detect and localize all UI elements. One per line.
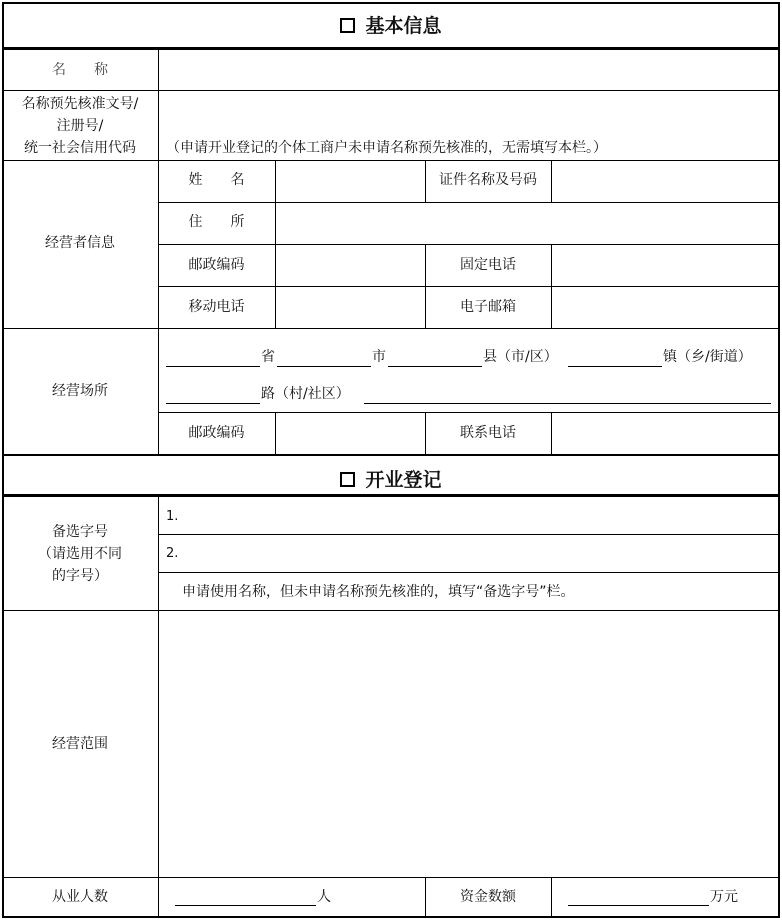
alt-name-1-label: 1.	[166, 509, 179, 524]
operator-postcode-label: 邮政编码	[188, 257, 245, 273]
premises-postcode-label: 邮政编码	[188, 425, 245, 441]
alt-names-note: 申请使用名称，但未申请名称预先核准的，填写“备选字号”栏。	[182, 584, 575, 600]
road-blank[interactable]	[166, 403, 260, 404]
section-checkbox-opening-registration[interactable]	[340, 472, 355, 487]
divider	[158, 572, 780, 573]
employees-blank[interactable]	[175, 905, 316, 906]
section-checkbox-basic-info[interactable]	[340, 18, 355, 33]
contact-phone-field[interactable]	[553, 414, 777, 453]
province-blank[interactable]	[166, 366, 260, 367]
divider	[551, 877, 552, 917]
email-field[interactable]	[553, 288, 777, 327]
section-title-text: 开业登记	[365, 469, 442, 491]
employees-label: 从业人数	[52, 889, 108, 905]
alt-name-2-label: 2.	[166, 546, 179, 561]
divider	[275, 160, 276, 328]
divider	[158, 412, 780, 413]
id-label: 证件名称及号码	[439, 172, 537, 188]
divider	[158, 534, 780, 535]
divider	[2, 877, 780, 878]
divider	[551, 412, 552, 455]
landline-label: 固定电话	[460, 257, 516, 273]
alt-names-label-line-3: 的字号）	[52, 568, 108, 584]
section-title-text: 基本信息	[365, 15, 442, 37]
alt-names-label-line-2: （请选用不同	[38, 546, 122, 562]
email-label: 电子邮箱	[460, 299, 516, 315]
address-label: 住 所	[188, 214, 245, 230]
business-scope-field[interactable]	[160, 612, 777, 876]
divider	[158, 244, 780, 245]
name-field[interactable]	[160, 50, 778, 90]
divider	[2, 328, 780, 329]
divider	[2, 494, 780, 497]
operator-info-label: 经营者信息	[45, 235, 115, 251]
approval-label-line-2: 注册号/	[56, 118, 104, 134]
alt-name-2-field[interactable]	[185, 536, 777, 571]
road-label: 路（村/社区）	[261, 386, 350, 402]
divider	[2, 90, 780, 91]
divider	[275, 412, 276, 455]
alt-names-label-line-1: 备选字号	[52, 524, 108, 540]
approval-number-field[interactable]	[160, 92, 778, 136]
street-detail-blank[interactable]	[364, 403, 771, 404]
divider	[158, 286, 780, 287]
divider	[2, 160, 780, 161]
operator-name-field[interactable]	[277, 162, 424, 201]
mobile-field[interactable]	[277, 288, 424, 327]
capital-unit: 万元	[710, 889, 738, 905]
operator-name-label: 姓 名	[188, 172, 245, 188]
border-right	[778, 2, 780, 918]
address-field[interactable]	[277, 204, 777, 243]
approval-note: （申请开业登记的个体工商户未申请名称预先核准的，无需填写本栏。）	[166, 140, 607, 156]
id-field[interactable]	[553, 162, 777, 201]
border-top	[2, 2, 780, 4]
divider	[2, 610, 780, 611]
alt-name-1-field[interactable]	[185, 498, 777, 533]
business-scope-label: 经营范围	[52, 736, 108, 752]
premises-postcode-field[interactable]	[277, 414, 424, 453]
capital-label: 资金数额	[460, 889, 516, 905]
premises-label: 经营场所	[52, 383, 108, 399]
city-label: 市	[372, 349, 386, 365]
contact-phone-label: 联系电话	[460, 425, 516, 441]
town-label: 镇（乡/街道）	[663, 349, 752, 365]
employees-unit: 人	[317, 889, 331, 905]
county-label: 县（市/区）	[483, 349, 558, 365]
divider	[158, 48, 159, 455]
province-label: 省	[261, 349, 275, 365]
approval-label-line-3: 统一社会信用代码	[24, 140, 136, 156]
divider	[158, 202, 780, 203]
divider	[158, 496, 159, 917]
divider	[2, 454, 780, 456]
divider	[551, 244, 552, 328]
border-bottom	[2, 916, 780, 918]
section-title-basic-info	[2, 14, 780, 38]
mobile-label: 移动电话	[188, 299, 245, 315]
city-blank[interactable]	[277, 366, 371, 367]
name-label: 名 称	[52, 62, 108, 78]
county-blank[interactable]	[388, 366, 482, 367]
landline-field[interactable]	[553, 246, 777, 285]
approval-label-line-1: 名称预先核准文号/	[21, 96, 139, 112]
section-title-opening-registration	[2, 468, 780, 492]
town-blank[interactable]	[568, 366, 662, 367]
operator-postcode-field[interactable]	[277, 246, 424, 285]
capital-blank[interactable]	[568, 905, 709, 906]
divider	[551, 160, 552, 202]
